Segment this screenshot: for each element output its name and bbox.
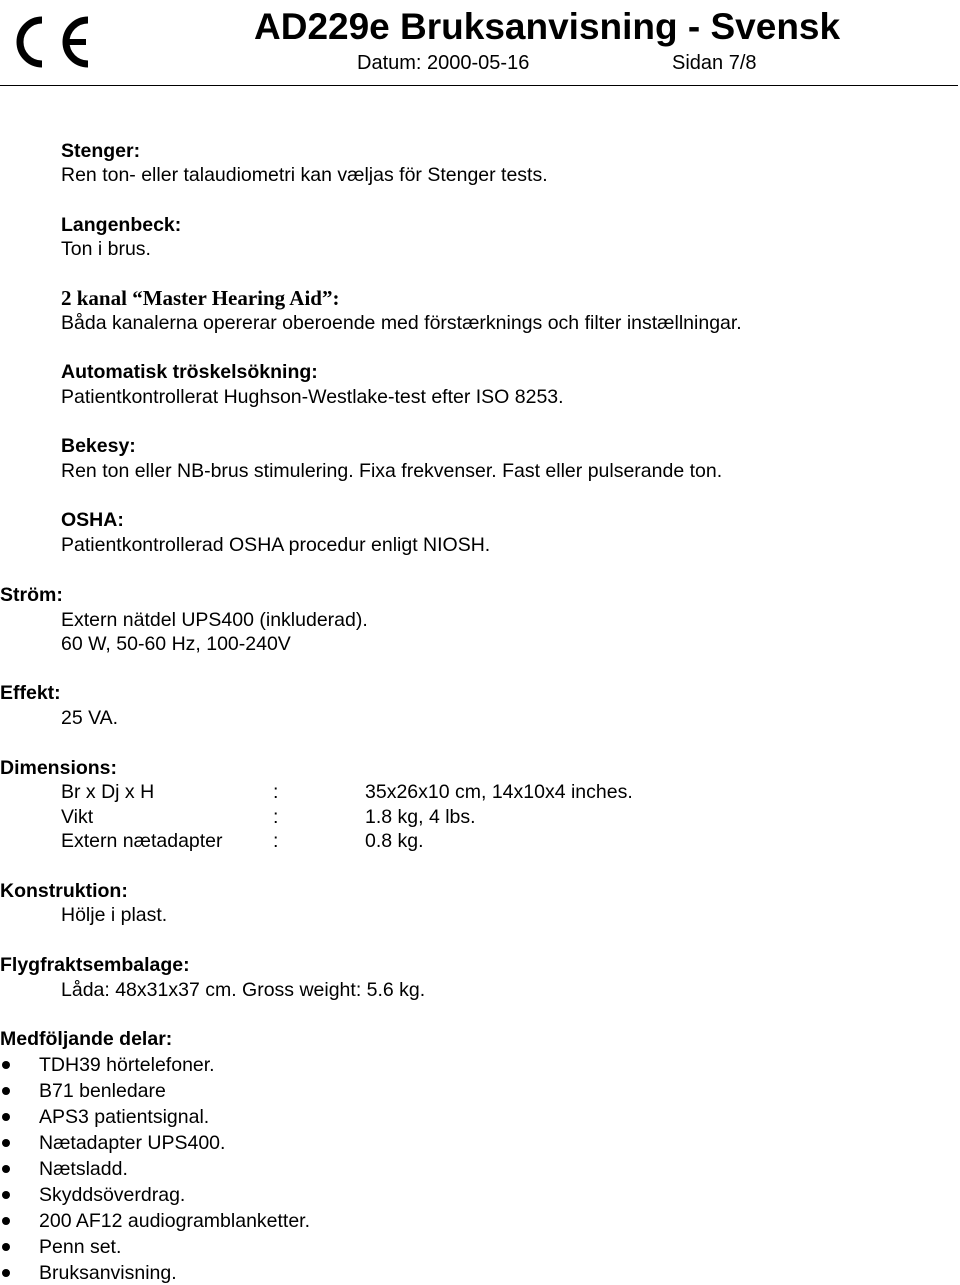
list-item-text: Nætsladd. [39,1158,128,1180]
bullet-icon [2,1139,10,1147]
packaging-text: Låda: 48x31x37 cm. Gross weight: 5.6 kg. [61,979,426,1001]
dimension-key: Vikt [61,806,94,828]
auto-threshold-label: Automatisk tröskelsökning: [61,361,318,383]
packaging-label: Flygfraktsembalage: [0,954,190,976]
bullet-icon [2,1217,10,1225]
power-line-1: Extern nätdel UPS400 (inkluderad). [61,609,368,631]
dimension-sep: : [273,830,279,852]
power-line-2: 60 W, 50-60 Hz, 100-240V [61,633,291,655]
document-title: AD229e Bruksanvisning - Svensk [254,6,841,47]
stenger-label: Stenger: [61,140,141,162]
master-hearing-aid-label: 2 kanal “Master Hearing Aid”: [61,286,340,310]
included-label: Medföljande delar: [0,1028,173,1050]
bullet-icon [2,1191,10,1199]
construction-label: Konstruktion: [0,880,128,902]
bullet-icon [2,1061,10,1069]
bullet-icon [2,1269,10,1277]
master-hearing-aid-text: Båda kanalerna opererar oberoende med förstærknings och filter instællningar. [61,312,742,334]
stenger-text: Ren ton- eller talaudiometri kan væljas för Stenger tests. [61,164,548,186]
ce-mark-logo [6,10,92,74]
dimension-sep: : [273,781,279,803]
bullet-icon [2,1165,10,1173]
power-label: Ström: [0,584,63,606]
bullet-icon [2,1113,10,1121]
dimension-value: 35x26x10 cm, 14x10x4 inches. [365,781,633,803]
osha-text: Patientkontrollerad OSHA procedur enligt NIOSH. [61,534,491,556]
list-item-text: TDH39 hörtelefoner. [39,1054,215,1076]
bekesy-label: Bekesy: [61,435,136,457]
list-item-text: Penn set. [39,1236,122,1258]
dimension-value: 0.8 kg. [365,830,424,852]
page-number: Sidan 7/8 [672,52,757,74]
auto-threshold-text: Patientkontrollerat Hughson-Westlake-test efter ISO 8253. [61,386,564,408]
list-item-text: 200 AF12 audiogramblanketter. [39,1210,311,1232]
bullet-icon [2,1243,10,1251]
list-item-text: APS3 patientsignal. [39,1106,210,1128]
dimension-key: Br x Dj x H [61,781,155,803]
list-item-text: Nætadapter UPS400. [39,1132,226,1154]
bekesy-text: Ren ton eller NB-brus stimulering. Fixa frekvenser. Fast eller pulserande ton. [61,460,723,482]
dimension-key: Extern nætadapter [61,830,223,852]
dimensions-label: Dimensions: [0,757,118,779]
list-item-text: B71 benledare [39,1080,166,1102]
document-date: Datum: 2000-05-16 [357,52,530,74]
bullet-icon [2,1087,10,1095]
langenbeck-label: Langenbeck: [61,214,182,236]
langenbeck-text: Ton i brus. [61,238,151,260]
effect-text: 25 VA. [61,707,119,729]
effect-label: Effekt: [0,682,61,704]
list-item-text: Skyddsöverdrag. [39,1184,186,1206]
dimension-sep: : [273,806,279,828]
osha-label: OSHA: [61,509,124,531]
construction-text: Hölje i plast. [61,904,168,926]
list-item-text: Bruksanvisning. [39,1262,177,1284]
header-divider [0,85,958,86]
dimension-value: 1.8 kg, 4 lbs. [365,806,476,828]
